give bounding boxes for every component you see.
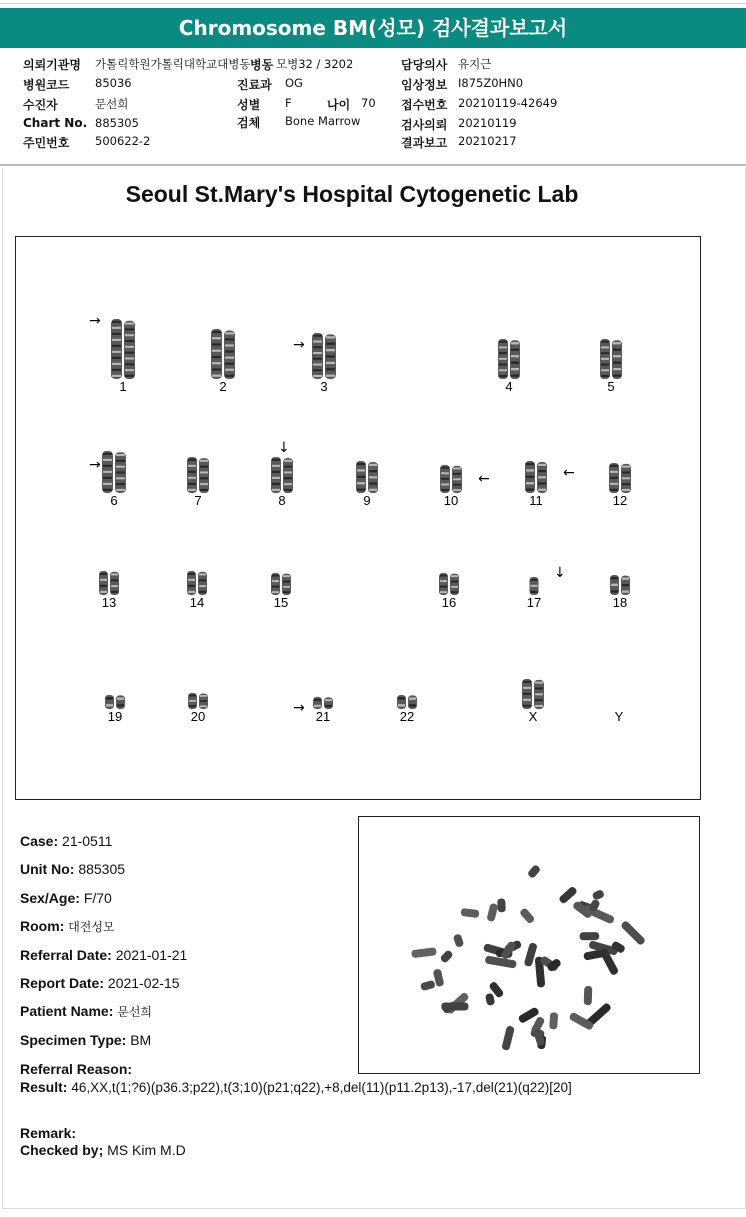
unit-label: Unit No: bbox=[20, 861, 75, 877]
rrn-label: 주민번호 bbox=[23, 136, 70, 150]
referral-date-value: 2021-01-21 bbox=[115, 947, 188, 963]
metaphase-chromosome bbox=[420, 980, 436, 991]
report-title-bar bbox=[0, 8, 746, 48]
clinical-value: I875Z0HN0 bbox=[458, 76, 524, 90]
chart-label: Chart No. bbox=[23, 116, 88, 130]
referral-date-label: Referral Date: bbox=[20, 947, 112, 963]
metaphase-chromosome bbox=[584, 986, 593, 1005]
chromosome-pair-6 bbox=[102, 451, 126, 493]
chromosome-label-6: 6 bbox=[110, 493, 118, 508]
chart-value: 885305 bbox=[95, 116, 139, 130]
chromosome-label-2: 2 bbox=[219, 379, 227, 394]
metaphase-spread-image bbox=[359, 817, 699, 1073]
ward-label: 병동 bbox=[250, 58, 274, 72]
metaphase-chromosome bbox=[592, 889, 605, 901]
chromosome-pair-x bbox=[522, 679, 544, 709]
age-label: 나이 bbox=[327, 98, 351, 112]
report-date-label: 결과보고 bbox=[401, 136, 448, 150]
metaphase-chromosome bbox=[411, 947, 437, 958]
chromosome-pair-14 bbox=[187, 571, 207, 595]
chromosome-pair-8 bbox=[271, 457, 293, 493]
metaphase-chromosome bbox=[486, 903, 498, 922]
sexage-value: F/70 bbox=[83, 890, 112, 906]
result-value: 46,XX,t(1;?6)(p36.3;p22),t(3;10)(p21;q22),+8,del(11)(p11.2p13),-17,del(21)(q22)[20] bbox=[71, 1080, 572, 1095]
chromosome-label-4: 4 bbox=[505, 379, 513, 394]
abnormality-arrow-icon: ↓ bbox=[278, 440, 290, 456]
patient-name-value: 문선희 bbox=[117, 1005, 153, 1019]
dept-value: OG bbox=[285, 76, 303, 90]
report-date-value: 20210217 bbox=[458, 134, 517, 148]
room-label: Room: bbox=[20, 918, 65, 934]
sex-label: 성별 bbox=[237, 98, 261, 112]
request-label: 검사의뢰 bbox=[401, 118, 448, 132]
chromosome-pair-5 bbox=[600, 339, 622, 379]
receipt-value: 20210119-42649 bbox=[458, 96, 558, 110]
chromosome-label-3: 3 bbox=[320, 379, 328, 394]
specimen-type-label: Specimen Type: bbox=[20, 1032, 127, 1048]
chromosome-pair-2 bbox=[211, 329, 235, 379]
request-value: 20210119 bbox=[458, 116, 517, 130]
chromosome-label-y: Y bbox=[614, 709, 624, 724]
referral-reason-label: Referral Reason: bbox=[20, 1061, 133, 1077]
chromosome-label-22: 22 bbox=[399, 709, 415, 724]
chromosome-pair-20 bbox=[188, 693, 208, 709]
chromosome-label-8: 8 bbox=[278, 493, 286, 508]
sexage-label: Sex/Age: bbox=[20, 890, 80, 906]
chromosome-label-10: 10 bbox=[443, 493, 459, 508]
report-title: Chromosome BM(성모) 검사결과보고서 bbox=[178, 16, 568, 40]
abnormality-arrow-icon: ↓ bbox=[554, 565, 566, 581]
clinical-label: 임상정보 bbox=[401, 78, 448, 92]
chromosome-pair-21 bbox=[313, 697, 333, 709]
metaphase-chromosome bbox=[485, 993, 495, 1006]
abnormality-arrow-icon: ← bbox=[563, 465, 575, 481]
chromosome-label-7: 7 bbox=[194, 493, 202, 508]
metaphase-chromosome bbox=[453, 933, 465, 947]
header-divider bbox=[0, 164, 746, 166]
karyogram-image bbox=[16, 237, 700, 799]
specimen-value: Bone Marrow bbox=[285, 114, 361, 128]
chromosome-pair-1 bbox=[111, 319, 135, 379]
abnormality-arrow-icon: → bbox=[89, 457, 101, 473]
institution-value: 가톨릭학원가톨릭대학교대병동 bbox=[95, 57, 251, 71]
result-label: Result: bbox=[20, 1079, 68, 1095]
sex-value: F bbox=[285, 96, 292, 110]
metaphase-chromosome bbox=[497, 898, 506, 912]
case-value: 21-0511 bbox=[62, 833, 113, 849]
checked-by-label: Checked by; bbox=[20, 1142, 104, 1158]
patient-label: 수진자 bbox=[23, 98, 58, 112]
chromosome-label-1: 1 bbox=[119, 379, 127, 394]
hospital-code-label: 병원코드 bbox=[23, 78, 70, 92]
chromosome-label-18: 18 bbox=[612, 595, 628, 610]
metaphase-chromosome bbox=[558, 886, 578, 905]
chromosome-pair-15 bbox=[271, 573, 291, 595]
metaphase-chromosome bbox=[460, 908, 479, 918]
chromosome-pair-10 bbox=[440, 465, 462, 493]
specimen-label: 검체 bbox=[237, 116, 261, 130]
rrn-value: 500622-2 bbox=[95, 134, 151, 148]
hospital-code-value: 85036 bbox=[95, 76, 132, 90]
top-divider bbox=[0, 3, 746, 4]
metaphase-chromosome bbox=[580, 932, 600, 940]
metaphase-chromosome bbox=[439, 949, 453, 964]
chromosome-label-20: 20 bbox=[190, 709, 206, 724]
metaphase-chromosome bbox=[549, 1012, 558, 1029]
chromosome-label-19: 19 bbox=[107, 709, 123, 724]
chromosome-pair-13 bbox=[99, 571, 119, 595]
patient-value: 문선희 bbox=[95, 97, 129, 111]
chromosome-label-12: 12 bbox=[612, 493, 628, 508]
age-value: 70 bbox=[361, 96, 376, 110]
report-date-label: Report Date: bbox=[20, 975, 105, 991]
remark-label: Remark: bbox=[20, 1125, 77, 1141]
chromosome-label-9: 9 bbox=[363, 493, 371, 508]
metaphase-chromosome bbox=[620, 920, 646, 946]
chromosome-pair-19 bbox=[105, 695, 125, 709]
metaphase-chromosome bbox=[519, 907, 536, 924]
doctor-label: 담당의사 bbox=[401, 58, 448, 72]
abnormality-arrow-icon: → bbox=[293, 700, 305, 716]
chromosome-label-13: 13 bbox=[101, 595, 117, 610]
chromosome-pair-3 bbox=[312, 333, 336, 379]
lab-title: Seoul St.Mary's Hospital Cytogenetic Lab bbox=[125, 181, 579, 207]
chromosome-label-14: 14 bbox=[189, 595, 205, 610]
patient-name-label: Patient Name: bbox=[20, 1003, 114, 1019]
chromosome-label-11: 11 bbox=[529, 493, 543, 508]
metaphase-panel bbox=[358, 816, 700, 1074]
karyogram-panel bbox=[15, 236, 701, 800]
metaphase-chromosome bbox=[485, 955, 517, 968]
chromosome-label-16: 16 bbox=[441, 595, 457, 610]
abnormality-arrow-icon: → bbox=[89, 313, 101, 329]
chromosome-label-17: 17 bbox=[526, 595, 542, 610]
receipt-label: 접수번호 bbox=[401, 98, 448, 112]
chromosome-pair-11 bbox=[525, 461, 547, 493]
chromosome-pair-17 bbox=[530, 577, 539, 595]
room-value: 대전성모 bbox=[68, 920, 115, 934]
specimen-type-value: BM bbox=[130, 1032, 152, 1048]
abnormality-arrow-icon: ← bbox=[478, 471, 490, 487]
unit-value: 885305 bbox=[78, 861, 126, 877]
institution-label: 의뢰기관명 bbox=[23, 58, 81, 72]
chromosome-label-5: 5 bbox=[607, 379, 615, 394]
abnormality-arrow-icon: → bbox=[293, 337, 305, 353]
chromosome-pair-22 bbox=[397, 695, 417, 709]
chromosome-label-x: X bbox=[528, 709, 538, 724]
chromosome-pair-4 bbox=[498, 339, 520, 379]
chromosome-pair-18 bbox=[610, 575, 630, 595]
checked-by-value: MS Kim M.D bbox=[107, 1142, 186, 1158]
ward-value: 모병32 / 3202 bbox=[276, 57, 354, 71]
chromosome-pair-9 bbox=[356, 461, 378, 493]
doctor-value: 유지근 bbox=[458, 57, 492, 71]
chromosome-pair-12 bbox=[609, 463, 631, 493]
chromosome-label-15: 15 bbox=[273, 595, 289, 610]
metaphase-chromosome bbox=[527, 864, 541, 879]
case-label: Case: bbox=[20, 833, 59, 849]
dept-label: 진료과 bbox=[237, 78, 272, 92]
chromosome-label-21: 21 bbox=[315, 709, 331, 724]
metaphase-chromosome bbox=[501, 1025, 515, 1051]
chromosome-pair-7 bbox=[187, 457, 209, 493]
chromosome-pair-16 bbox=[439, 573, 459, 595]
report-date-value: 2021-02-15 bbox=[107, 975, 180, 991]
